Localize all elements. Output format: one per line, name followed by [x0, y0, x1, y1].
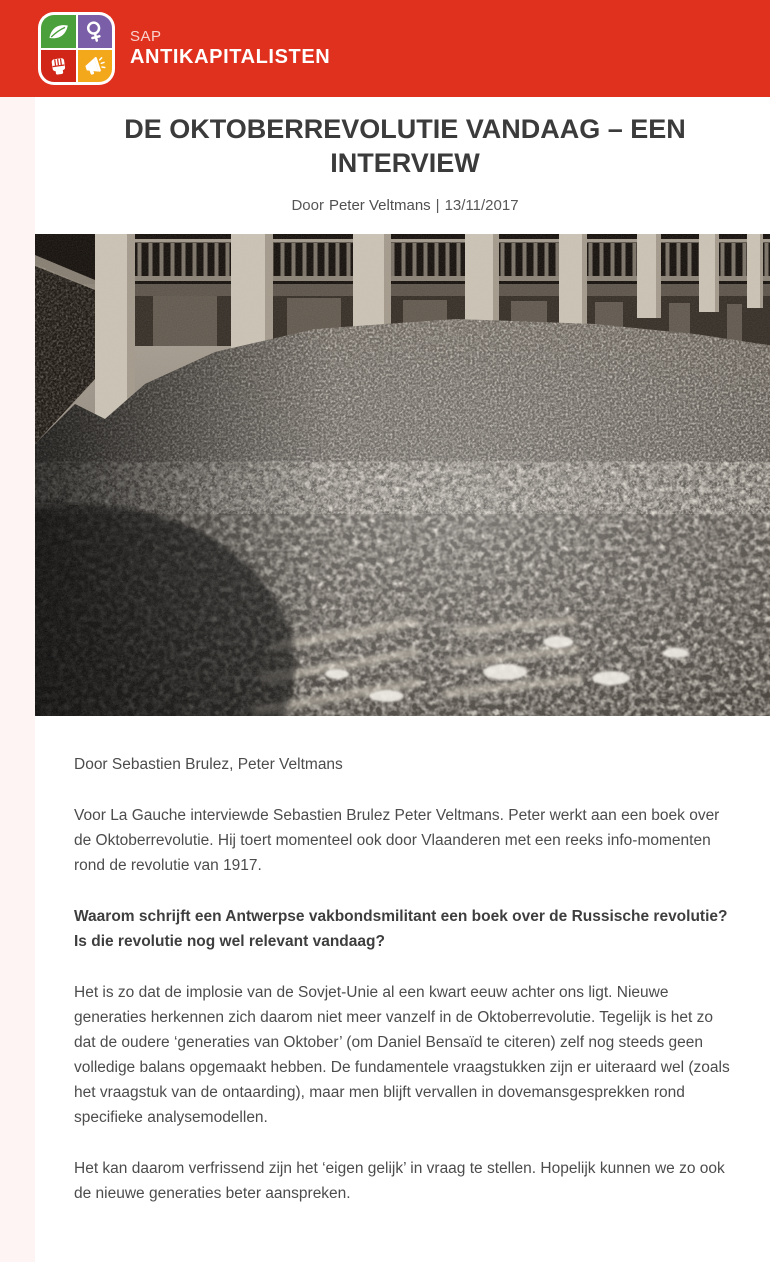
article-paragraph: Het is zo dat de implosie van de Sovjet-Unie al een kwart eeuw achter ons ligt. Nieuwe generaties herkennen zich daarom niet meer vanzelf in de Oktoberrevolutie. Tegelijk is het zo dat de oudere ‘generaties van Oktober’ (om Daniel Bensaïd te citeren) zelf nog steeds geen volledige balans opgemaakt hebben. De fundamentele vraagstukken zijn er uiteraard wel (zoals het vraagstuk van de ontaarding), maar men blijft vervallen in dovemansgesprekken rond specifieke analysemodellen.	[74, 984, 730, 1126]
article	[35, 97, 770, 1262]
hero-photo	[35, 234, 770, 716]
site-header	[0, 0, 770, 97]
article-header	[35, 97, 770, 214]
article-paragraph: Door Sebastien Brulez, Peter Veltmans	[74, 756, 343, 773]
page-title: DE OKTOBERREVOLUTIE VANDAAG – EEN INTERVIEW	[124, 114, 686, 178]
venus-icon	[78, 15, 113, 48]
byline-author[interactable]: Peter Veltmans	[328, 197, 431, 214]
site-name-bottom: ANTIKAPITALISTEN	[130, 45, 331, 68]
byline-separator: |	[435, 197, 440, 214]
crowd-photo-graphic	[35, 234, 770, 716]
article-body	[35, 716, 770, 1262]
article-paragraph: Het kan daarom verfrissend zijn het ‘eigen gelijk’ in vraag te stellen. Hopelijk kunnen we zo ook de nieuwe generaties beter aanspreken.	[74, 1160, 725, 1202]
site-name-top: SAP	[130, 28, 162, 46]
fist-icon	[41, 50, 76, 83]
interview-question: Waarom schrijft een Antwerpse vakbondsmilitant een boek over de Russische revolutie? Is die revolutie nog wel relevant vandaag?	[74, 908, 728, 950]
logo-badge	[38, 12, 115, 85]
site-logo[interactable]	[38, 12, 330, 85]
byline	[35, 197, 770, 214]
byline-date: 13/11/2017	[444, 197, 519, 214]
leaf-icon	[41, 15, 76, 48]
site-name	[130, 28, 330, 68]
byline-prefix: Door	[291, 197, 324, 214]
article-paragraph: Voor La Gauche interviewde Sebastien Brulez Peter Veltmans. Peter werkt aan een boek over de Oktoberrevolutie. Hij toert momenteel ook door Vlaanderen met een reeks info-momenten rond de revolutie van 1917.	[74, 807, 720, 874]
megaphone-icon	[78, 50, 113, 83]
